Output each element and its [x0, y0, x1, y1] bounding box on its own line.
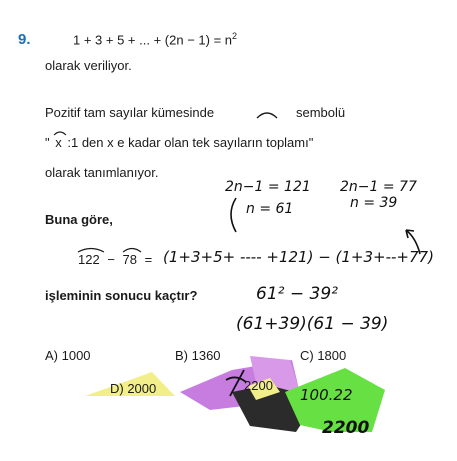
hand-n2-equation: 2n−1 = 77: [340, 179, 417, 195]
given-line: olarak veriliyor.: [45, 58, 132, 73]
quote-open: ": [45, 135, 50, 150]
hand-n1-value: n = 61: [246, 201, 294, 217]
prompt-bold: Buna göre,: [45, 212, 113, 227]
symbol-word: sembolü: [296, 105, 346, 120]
expr-minus: −: [107, 252, 115, 267]
hand-factored: (61+39)(61 − 39): [236, 314, 389, 334]
formula-text: 1 + 3 + 5 + ... + (2n − 1) = n: [73, 32, 232, 48]
hand-circle-e-icon: [222, 366, 250, 400]
ask-line: işleminin sonucu kaçtır?: [45, 288, 198, 303]
arc-x-label: x: [55, 135, 62, 150]
hand-squares: 61² − 39²: [256, 284, 338, 304]
hand-n2-value: n = 39: [350, 195, 398, 211]
expr-term-a-label: 122: [78, 252, 100, 267]
definition-line-3: olarak tanımlanıyor.: [45, 165, 159, 180]
option-d[interactable]: D) 2000: [110, 381, 157, 396]
option-e-value: 2200: [244, 378, 273, 393]
expr-equals: =: [144, 252, 153, 267]
expr-term-b-label: 78: [122, 252, 138, 267]
hand-answer: 2200: [322, 418, 370, 438]
definition-text-1: Pozitif tam sayılar kümesinde: [45, 105, 215, 120]
hand-n1-equation: 2n−1 = 121: [225, 179, 311, 195]
hand-expansion: (1+3+5+ ---- +121) − (1+3+--+77): [163, 248, 434, 266]
hand-product: 100.22: [300, 386, 353, 404]
option-a[interactable]: A) 1000: [45, 348, 91, 363]
option-b[interactable]: B) 1360: [175, 348, 221, 363]
question-number: 9.: [18, 31, 31, 48]
option-c[interactable]: C) 1800: [300, 348, 347, 363]
formula-exponent: 2: [232, 31, 238, 41]
definition-text-2: :1 den x e kadar olan tek sayıların toplamı": [67, 135, 314, 150]
